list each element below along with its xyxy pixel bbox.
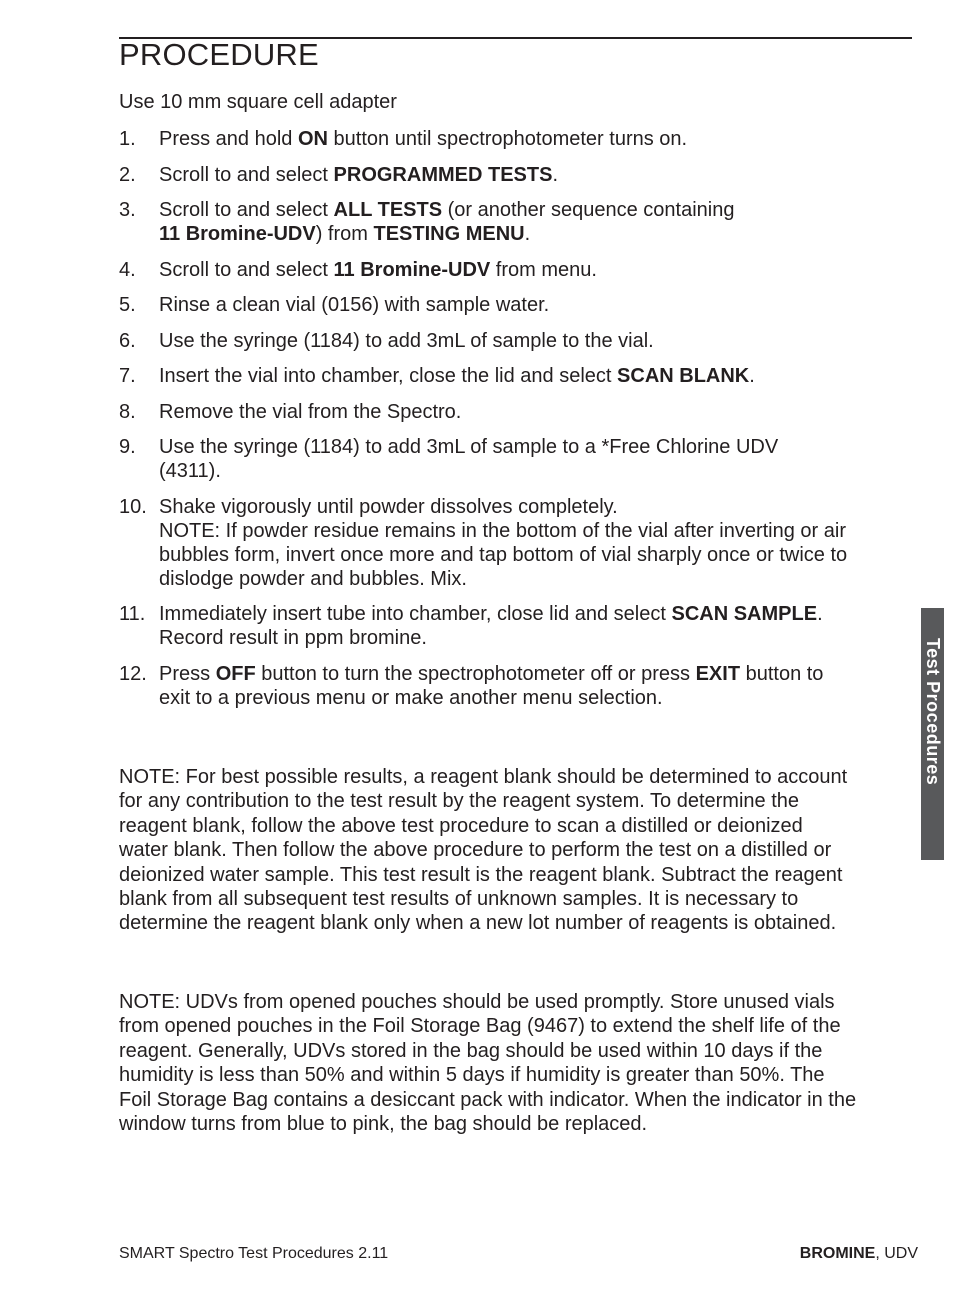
step-text: button to turn the spectrophotometer off or press bbox=[255, 662, 696, 685]
step-number: 6. bbox=[119, 329, 136, 352]
step-item bbox=[119, 163, 914, 187]
step-text: dislodge powder and bubbles. Mix. bbox=[159, 567, 467, 590]
note-line: NOTE: UDVs from opened pouches should be used promptly. Store unused vials bbox=[119, 991, 835, 1013]
note-line: from opened pouches in the Foil Storage Bag (9467) to extend the shelf life of the bbox=[119, 1015, 841, 1038]
step-item bbox=[119, 662, 914, 710]
step-item bbox=[119, 602, 914, 650]
step-text: Scroll to and select bbox=[159, 199, 334, 221]
step-number: 8. bbox=[119, 400, 136, 423]
step-keyword: SCAN BLANK bbox=[617, 365, 750, 387]
step-keyword: 11 Bromine-UDV bbox=[159, 223, 316, 245]
step-item bbox=[119, 495, 914, 591]
note-line: for any contribution to the test result by the reagent system. To determine the bbox=[119, 790, 799, 813]
step-text: Remove the vial from the Spectro. bbox=[159, 400, 462, 423]
step-text: Press bbox=[159, 662, 216, 685]
step-number: 12. bbox=[119, 662, 147, 685]
note-line: NOTE: For best possible results, a reagent blank should be determined to account bbox=[119, 766, 848, 788]
step-number: 9. bbox=[119, 436, 136, 458]
step-keyword: OFF bbox=[215, 662, 256, 685]
side-tab-label: Test Procedures bbox=[923, 638, 943, 786]
note-line: blank from all subsequent test results of unknown samples. It is necessary to bbox=[119, 888, 799, 911]
step-number: 2. bbox=[119, 163, 136, 186]
step-text: (or another sequence containing bbox=[442, 199, 735, 221]
footer-test-bold: BROMINE bbox=[799, 1245, 876, 1262]
step-text: exit to a previous menu or make another menu selection. bbox=[159, 686, 663, 709]
step-keyword: TESTING MENU bbox=[373, 223, 525, 245]
step-keyword: SCAN SAMPLE bbox=[671, 603, 818, 625]
step-keyword: ALL TESTS bbox=[333, 199, 443, 221]
step-text: . bbox=[552, 163, 558, 186]
step-item bbox=[119, 293, 914, 317]
step-text: Record result in ppm bromine. bbox=[159, 627, 427, 649]
step-text: . bbox=[524, 223, 531, 245]
step-number: 7. bbox=[119, 365, 136, 387]
step-item bbox=[119, 198, 914, 246]
footer-test-name bbox=[800, 1245, 918, 1263]
step-text: Immediately insert tube into chamber, close lid and select bbox=[159, 603, 672, 625]
step-text: Scroll to and select bbox=[159, 258, 334, 281]
step-keyword: 11 Bromine-UDV bbox=[333, 258, 491, 281]
step-item bbox=[119, 329, 914, 353]
step-text: Use the syringe (1184) to add 3mL of sample to a *Free Chlorine UDV bbox=[159, 436, 779, 458]
step-number: 10. bbox=[119, 495, 147, 518]
step-number: 11. bbox=[119, 603, 146, 625]
step-text: Scroll to and select bbox=[159, 163, 334, 186]
step-text: button until spectrophotometer turns on. bbox=[327, 128, 688, 150]
footer-manual-title: SMART Spectro Test Procedures 2.11 bbox=[119, 1245, 389, 1262]
step-number: 5. bbox=[119, 294, 136, 316]
step-text: . bbox=[817, 603, 823, 625]
intro-text: Use 10 mm square cell adapter bbox=[119, 91, 397, 113]
note-line: window turns from blue to pink, the bag should be replaced. bbox=[119, 1113, 648, 1136]
procedure-steps bbox=[119, 127, 914, 721]
step-text: bubbles form, invert once more and tap bottom of vial sharply once or twice to bbox=[159, 543, 848, 566]
step-number: 4. bbox=[119, 258, 136, 281]
section-side-tab bbox=[921, 608, 944, 860]
step-text: Insert the vial into chamber, close the lid and select bbox=[159, 365, 618, 387]
step-text: Press and hold bbox=[159, 128, 298, 150]
note-line: humidity is less than 50% and within 5 days if humidity is greater than 50%. The bbox=[119, 1064, 825, 1087]
note-line: determine the reagent blank only when a new lot number of reagents is obtained. bbox=[119, 912, 837, 935]
step-item bbox=[119, 364, 914, 388]
note-line: reagent. Generally, UDVs stored in the bag should be used within 10 days if the bbox=[119, 1039, 823, 1062]
step-keyword: ON bbox=[297, 128, 328, 150]
udv-storage-note bbox=[119, 990, 914, 1136]
step-text: Use the syringe (1184) to add 3mL of sample to the vial. bbox=[159, 329, 654, 352]
step-text: Shake vigorously until powder dissolves completely. bbox=[159, 495, 618, 518]
page-title: PROCEDURE bbox=[119, 37, 319, 72]
step-number: 3. bbox=[119, 199, 136, 221]
step-item bbox=[119, 127, 914, 151]
step-text: from menu. bbox=[490, 258, 597, 281]
step-text: NOTE: If powder residue remains in the bottom of the vial after inverting or air bbox=[159, 519, 846, 542]
step-keyword: PROGRAMMED TESTS bbox=[333, 163, 553, 186]
step-text: (4311). bbox=[159, 460, 221, 482]
note-line: deionized water sample. This test result is the reagent blank. Subtract the reagent bbox=[119, 863, 843, 886]
step-text: button to bbox=[740, 662, 824, 685]
step-number: 1. bbox=[119, 128, 136, 150]
note-line: water blank. Then follow the above procedure to perform the test on a distilled or bbox=[119, 839, 832, 862]
footer-test-rest: , UDV bbox=[875, 1245, 918, 1262]
step-item bbox=[119, 258, 914, 282]
step-text: . bbox=[749, 365, 755, 387]
note-line: reagent blank, follow the above test procedure to scan a distilled or deionized bbox=[119, 814, 803, 837]
reagent-blank-note bbox=[119, 765, 914, 936]
note-line: Foil Storage Bag contains a desiccant pack with indicator. When the indicator in the bbox=[119, 1088, 857, 1111]
step-item bbox=[119, 435, 914, 483]
step-keyword: EXIT bbox=[695, 662, 741, 685]
step-text: Rinse a clean vial (0156) with sample water. bbox=[159, 294, 550, 316]
step-item bbox=[119, 400, 914, 424]
step-text: ) from bbox=[315, 223, 374, 245]
